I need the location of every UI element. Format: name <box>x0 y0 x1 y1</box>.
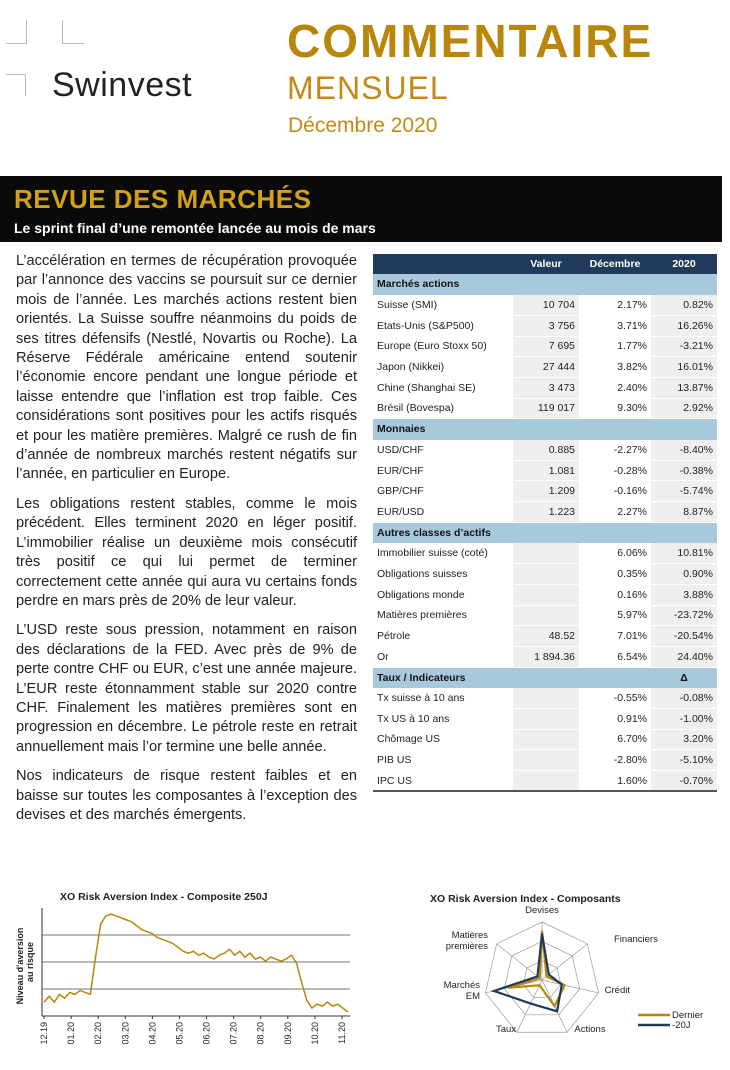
radar-axis-label: Devises <box>525 905 559 916</box>
table-cell: -2.27% <box>579 440 651 461</box>
table-header-row <box>373 254 717 274</box>
table-cell: 2.92% <box>651 398 717 419</box>
table-cell: 1.081 <box>513 460 579 481</box>
table-cell: Brésil (Bovespa) <box>373 398 513 419</box>
table-cell: 48.52 <box>513 626 579 647</box>
table-cell <box>513 729 579 750</box>
series-line <box>44 914 348 1012</box>
table-cell: 0.35% <box>579 564 651 585</box>
table-cell: -0.08% <box>651 688 717 709</box>
table-cell: Pétrole <box>373 626 513 647</box>
paragraph: Les obligations restent stables, comme le mois précédent. Elles terminent 2020 en léger positif. L’immobilier réalise un deuxième mois consécutif très positif ce qui lui permet de terminer correctement cette année qui aura vu certains fonds perdre en mars près de 20% de leur valeur. <box>16 495 357 609</box>
table-cell: -0.16% <box>579 481 651 502</box>
table-cell: -5.10% <box>651 750 717 771</box>
table-cell: GBP/CHF <box>373 481 513 502</box>
page-subtitle: MENSUEL <box>287 70 449 106</box>
table-row <box>373 357 717 378</box>
x-tick-label: 04.20 <box>147 1022 158 1045</box>
chart-title-composite: XO Risk Aversion Index - Composite 250J <box>60 891 268 903</box>
table-cell: Chine (Shanghai SE) <box>373 377 513 398</box>
paragraph: L’accélération en termes de récupération provoquée par l’annonce des vaccins se poursuit sur ce dernier mois de l’année. Les marchés actions restent bien orientés. La Suisse souffre néanmoins du poids de ses titres défensifs (Nestlé, Novartis ou Roche). La Réserve Fédérale américaine entend soutenir l’économie encore pendant une longue période et laisse entendre que l’inflation est trop faible. Ces considérations sont positives pour les actifs risqués et pour les matière premières. Malgré ce rush de fin d’année de nombreux marchés restent négatifs sur l’année, en particulier en Europe. <box>16 253 357 483</box>
x-tick-label: 06.20 <box>201 1022 212 1045</box>
col-header <box>373 254 513 274</box>
table-cell: 16.26% <box>651 315 717 336</box>
x-tick-label: 11.20 <box>337 1022 347 1044</box>
radar-axis-label-line: Matières <box>451 930 488 941</box>
table-cell: -2.80% <box>579 750 651 771</box>
table-cell: 10.81% <box>651 543 717 564</box>
table-cell: -0.70% <box>651 771 717 792</box>
table-cell: -23.72% <box>651 605 717 626</box>
radar-spoke <box>542 980 599 993</box>
table-cell <box>513 605 579 626</box>
section-extra <box>651 274 717 295</box>
table-cell: 27 444 <box>513 357 579 378</box>
x-tick-label: 02.20 <box>93 1022 104 1045</box>
table-row <box>373 502 717 523</box>
table-cell: 5.97% <box>579 605 651 626</box>
section-subtitle: Le sprint final d’une remontée lancée au mois de mars <box>14 220 376 236</box>
table-cell: 16.01% <box>651 357 717 378</box>
table-cell: EUR/USD <box>373 502 513 523</box>
section-extra: Δ <box>651 667 717 688</box>
table-cell: Matières premières <box>373 605 513 626</box>
table-cell: 2.17% <box>579 295 651 316</box>
table-cell: 1.223 <box>513 502 579 523</box>
table-cell: 3.82% <box>579 357 651 378</box>
section-label: Monnaies <box>373 419 651 440</box>
table-row <box>373 398 717 419</box>
table-cell: 0.82% <box>651 295 717 316</box>
page-title: COMMENTAIRE <box>287 15 654 67</box>
logo-mark <box>6 30 26 44</box>
table-cell: PIB US <box>373 750 513 771</box>
col-header: Décembre <box>579 254 651 274</box>
x-tick-label: 12.19 <box>39 1022 49 1045</box>
table-row <box>373 605 717 626</box>
table-section-row <box>373 522 717 543</box>
table-cell: Japon (Nikkei) <box>373 357 513 378</box>
table-cell: -0.38% <box>651 460 717 481</box>
table-cell <box>513 564 579 585</box>
y-axis-label-line: au risque <box>25 941 35 983</box>
radar-axis-label <box>444 980 481 1002</box>
table-cell <box>513 543 579 564</box>
table-cell: Immobilier suisse (coté) <box>373 543 513 564</box>
table-cell: Or <box>373 646 513 667</box>
components-radar-chart <box>380 900 725 1070</box>
table-cell: Tx suisse à 10 ans <box>373 688 513 709</box>
table-cell: 8.87% <box>651 502 717 523</box>
x-tick-label: 08.20 <box>255 1022 266 1045</box>
radar-axis-label: Financiers <box>614 934 658 945</box>
table-row <box>373 377 717 398</box>
x-tick-label: 10.20 <box>309 1022 320 1045</box>
table-cell: USD/CHF <box>373 440 513 461</box>
table-cell: -1.00% <box>651 708 717 729</box>
table-cell: 9.30% <box>579 398 651 419</box>
table-cell: 0.16% <box>579 584 651 605</box>
table-cell: 3 473 <box>513 377 579 398</box>
table-cell: 6.54% <box>579 646 651 667</box>
col-header: Valeur <box>513 254 579 274</box>
table-cell: Suisse (SMI) <box>373 295 513 316</box>
table-cell: 6.06% <box>579 543 651 564</box>
table-cell: 24.40% <box>651 646 717 667</box>
logo-mark-line <box>6 74 26 96</box>
paragraph: L’USD reste sous pression, notamment en raison des déclarations de la FED. Avec près de 9% de perte contre CHF ou EUR, c’est une année majeure. L’EUR reste étonnamment stable sur 2020 contre CHF. Finalement les matières premières sont en progression en décembre. Le pétrole reste en retrait annuellement mais l’or termine une belle année. <box>16 622 357 755</box>
table-row <box>373 771 717 792</box>
table-cell: 0.885 <box>513 440 579 461</box>
section-label: Taux / Indicateurs <box>373 667 651 688</box>
table-cell: 119 017 <box>513 398 579 419</box>
table-row <box>373 729 717 750</box>
table-row <box>373 750 717 771</box>
table-cell: EUR/CHF <box>373 460 513 481</box>
table-cell: 1.60% <box>579 771 651 792</box>
section-label: Autres classes d’actifs <box>373 522 651 543</box>
table-row <box>373 543 717 564</box>
table-row <box>373 460 717 481</box>
table-section-row <box>373 667 717 688</box>
table-cell: 13.87% <box>651 377 717 398</box>
table-cell: Tx US à 10 ans <box>373 708 513 729</box>
table-row <box>373 708 717 729</box>
logo-mark-line <box>26 20 27 44</box>
table-cell: 1.209 <box>513 481 579 502</box>
paragraph: Nos indicateurs de risque restent faibles et en baisse sur toutes les composantes à l’exception des devises et des marchés émergents. <box>16 768 357 823</box>
table-row <box>373 688 717 709</box>
table-cell: Obligations suisses <box>373 564 513 585</box>
x-tick-label: 05.20 <box>174 1022 185 1045</box>
table-row <box>373 440 717 461</box>
table-section-row <box>373 274 717 295</box>
composite-line-chart <box>0 900 360 1070</box>
table-cell: Obligations monde <box>373 584 513 605</box>
table-cell: 3 756 <box>513 315 579 336</box>
radar-axis-label <box>446 930 488 952</box>
table-cell <box>513 688 579 709</box>
radar-axis-label-line: premières <box>445 941 488 952</box>
table-cell: 10 704 <box>513 295 579 316</box>
commentary-text <box>16 252 357 835</box>
x-tick-label: 03.20 <box>120 1022 131 1045</box>
table-row <box>373 295 717 316</box>
report-date: Décembre 2020 <box>288 114 438 137</box>
table-cell: -0.55% <box>579 688 651 709</box>
radar-axis-label-line: EM <box>465 991 480 1002</box>
market-table <box>373 254 717 792</box>
table-row <box>373 315 717 336</box>
table-cell: 7 695 <box>513 336 579 357</box>
table-cell: Chômage US <box>373 729 513 750</box>
table-row <box>373 626 717 647</box>
table-cell: IPC US <box>373 771 513 792</box>
table-cell: -3.21% <box>651 336 717 357</box>
table-cell <box>513 750 579 771</box>
section-extra <box>651 522 717 543</box>
table-cell: 0.90% <box>651 564 717 585</box>
table-cell <box>513 584 579 605</box>
table-row <box>373 336 717 357</box>
y-axis-label-line: Niveau d'aversion <box>15 927 25 1005</box>
y-axis-label <box>15 928 35 1005</box>
radar-spoke <box>497 944 542 980</box>
section-banner <box>0 176 722 242</box>
table-cell <box>513 771 579 792</box>
table-cell: 2.40% <box>579 377 651 398</box>
radar-axis-label: Taux <box>495 1024 517 1035</box>
table-row <box>373 481 717 502</box>
table-cell <box>513 708 579 729</box>
chart-title-components: XO Risk Aversion Index - Composants <box>430 893 621 905</box>
table-cell: 3.20% <box>651 729 717 750</box>
radar-axis-label: Actions <box>574 1024 606 1035</box>
table-cell: -20.54% <box>651 626 717 647</box>
table-section-row <box>373 419 717 440</box>
table-cell: -0.28% <box>579 460 651 481</box>
table-cell: 6.70% <box>579 729 651 750</box>
table-cell: 1.77% <box>579 336 651 357</box>
section-extra <box>651 419 717 440</box>
legend-label: -20J <box>672 1020 691 1031</box>
col-header: 2020 <box>651 254 717 274</box>
radar-axis-label-line: Marchés <box>443 980 480 991</box>
table-row <box>373 584 717 605</box>
table-cell: 7.01% <box>579 626 651 647</box>
x-tick-label: 09.20 <box>282 1022 293 1045</box>
table-cell: 0.91% <box>579 708 651 729</box>
table-row <box>373 564 717 585</box>
table-cell: 3.88% <box>651 584 717 605</box>
section-title: REVUE DES MARCHÉS <box>14 184 312 214</box>
table-cell: 2.27% <box>579 502 651 523</box>
table-row <box>373 646 717 667</box>
table-cell: -5.74% <box>651 481 717 502</box>
x-tick-label: 07.20 <box>228 1022 239 1045</box>
table-cell: Europe (Euro Stoxx 50) <box>373 336 513 357</box>
table-cell: Etats-Unis (S&P500) <box>373 315 513 336</box>
legend-label: Dernier <box>672 1010 704 1021</box>
logo-mark-line <box>62 20 84 44</box>
x-tick-label: 01.20 <box>66 1022 77 1045</box>
table-cell: 1 894.36 <box>513 646 579 667</box>
radar-axis-label: Crédit <box>604 985 630 996</box>
section-label: Marchés actions <box>373 274 651 295</box>
table-cell: 3.71% <box>579 315 651 336</box>
table-cell: -8.40% <box>651 440 717 461</box>
brand-name: Swinvest <box>52 66 193 104</box>
